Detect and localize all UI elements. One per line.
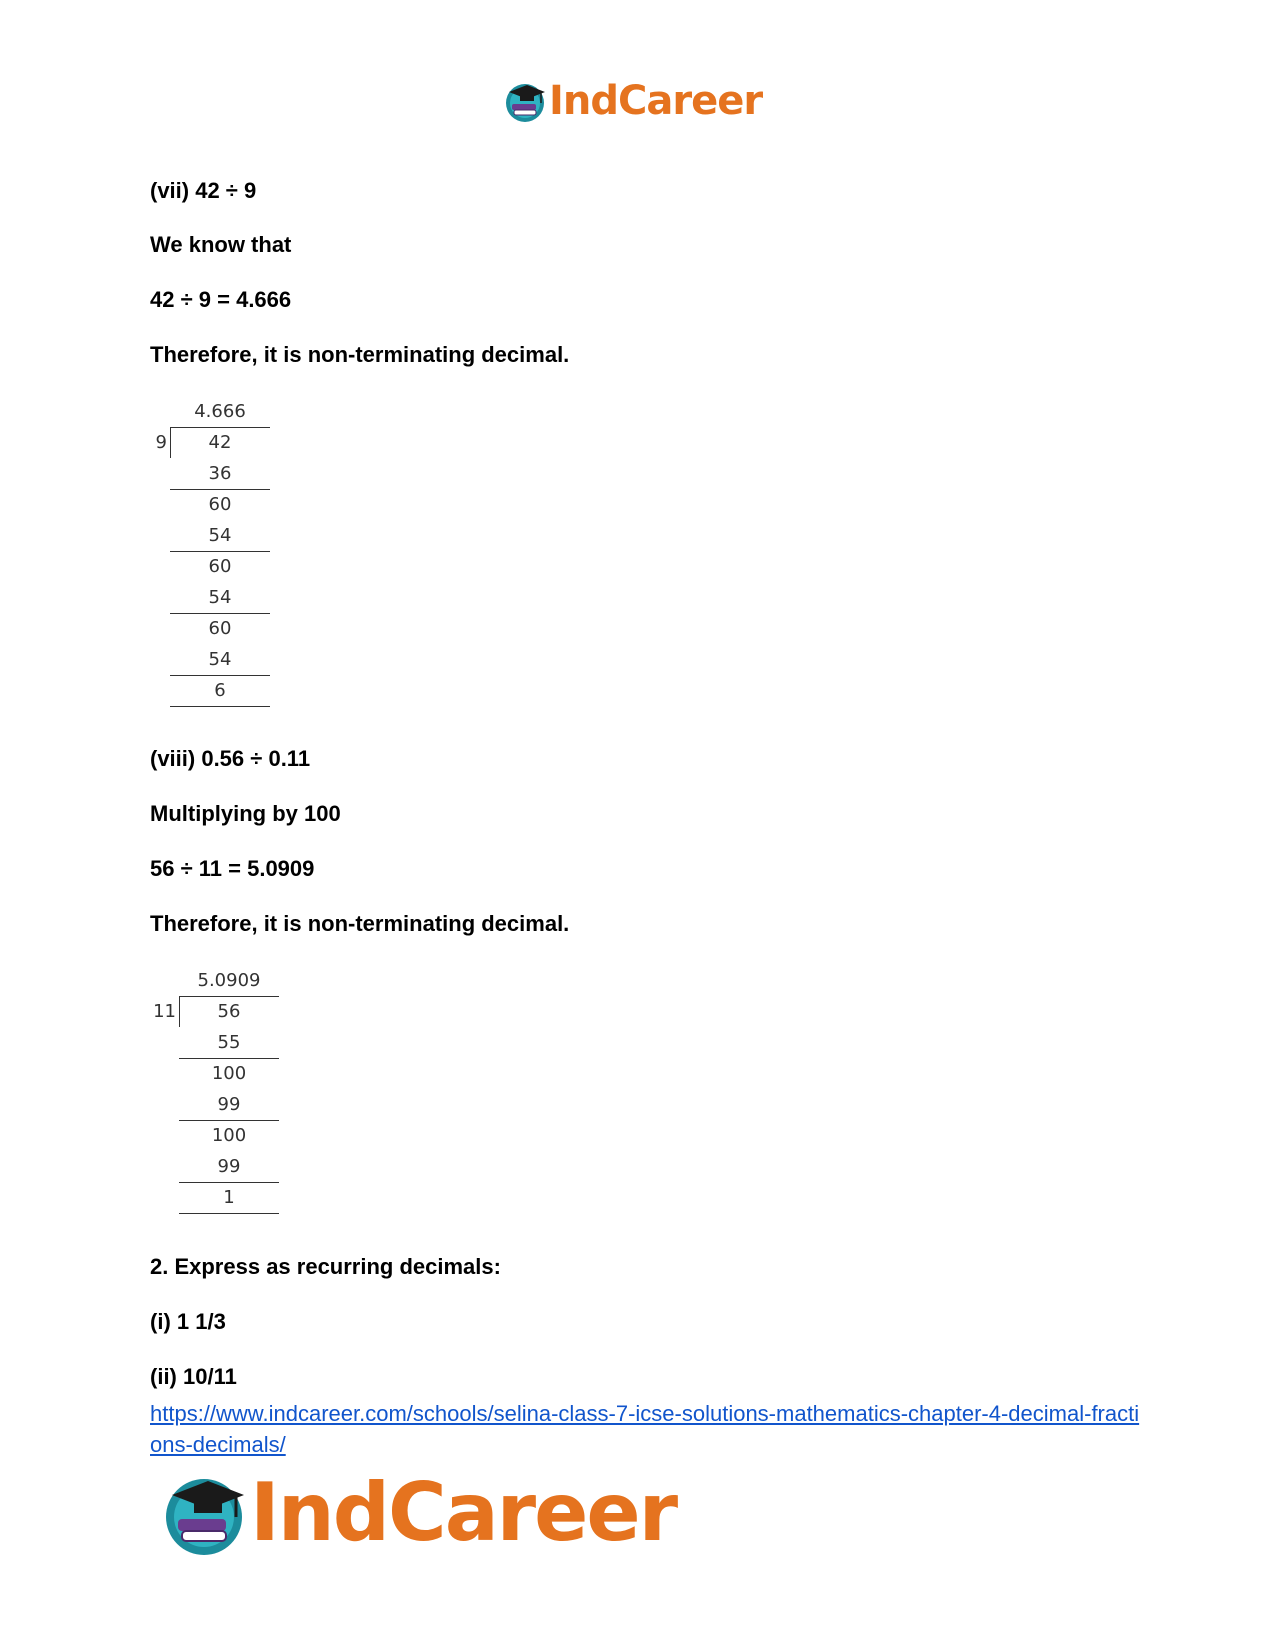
- brand-wordmark: IndCareer: [250, 1466, 677, 1559]
- graduation-cap-globe-icon: [160, 1469, 248, 1557]
- header-logo: [503, 78, 762, 124]
- division-step: 54: [208, 649, 232, 670]
- graduation-cap-globe-icon: [503, 79, 547, 123]
- division-remainder: 6: [214, 680, 226, 701]
- part-vii-intro: We know that: [150, 232, 292, 257]
- part-vii-conclusion: Therefore, it is non-terminating decimal.: [150, 342, 570, 367]
- division-step: 56: [217, 1001, 241, 1022]
- division-step: 99: [217, 1094, 241, 1115]
- question-2-part-ii: (ii) 10/11: [150, 1364, 237, 1389]
- part-viii-heading: (viii) 0.56 ÷ 0.11: [150, 746, 311, 771]
- division-step: 36: [208, 463, 232, 484]
- division-step: 42: [208, 432, 232, 453]
- part-vii-equation: 42 ÷ 9 = 4.666: [150, 287, 292, 312]
- subtraction-line: [170, 706, 270, 707]
- quotient: 4.666: [194, 401, 246, 422]
- division-step: 100: [211, 1125, 247, 1146]
- division-step: 60: [208, 556, 232, 577]
- division-step: 60: [208, 618, 232, 639]
- long-division-56-by-11: [150, 965, 290, 1225]
- part-viii-conclusion: Therefore, it is non-terminating decimal.: [150, 911, 570, 936]
- division-step: 54: [208, 525, 232, 546]
- division-step: 99: [217, 1156, 241, 1177]
- part-viii-equation: 56 ÷ 11 = 5.0909: [150, 856, 315, 881]
- division-step: 100: [211, 1063, 247, 1084]
- source-url-link[interactable]: https://www.indcareer.com/schools/selina-class-7-icse-solutions-mathematics-chapter-4-decimal-fractions-decimals/: [150, 1401, 1140, 1457]
- part-vii-heading: (vii) 42 ÷ 9: [150, 178, 257, 203]
- subtraction-line: [179, 1213, 279, 1214]
- division-step: 54: [208, 587, 232, 608]
- part-viii-intro: Multiplying by 100: [150, 801, 341, 826]
- division-remainder: 1: [223, 1187, 235, 1208]
- division-step: 60: [208, 494, 232, 515]
- divisor: 11: [153, 1001, 176, 1022]
- divisor: 9: [155, 432, 167, 453]
- division-step: 55: [217, 1032, 241, 1053]
- question-2-part-i: (i) 1 1/3: [150, 1309, 226, 1334]
- brand-wordmark: IndCareer: [549, 78, 763, 124]
- long-division-42-by-9: [150, 396, 280, 716]
- footer-logo: [160, 1466, 676, 1559]
- quotient: 5.0909: [197, 970, 261, 991]
- question-2-heading: 2. Express as recurring decimals:: [150, 1254, 501, 1279]
